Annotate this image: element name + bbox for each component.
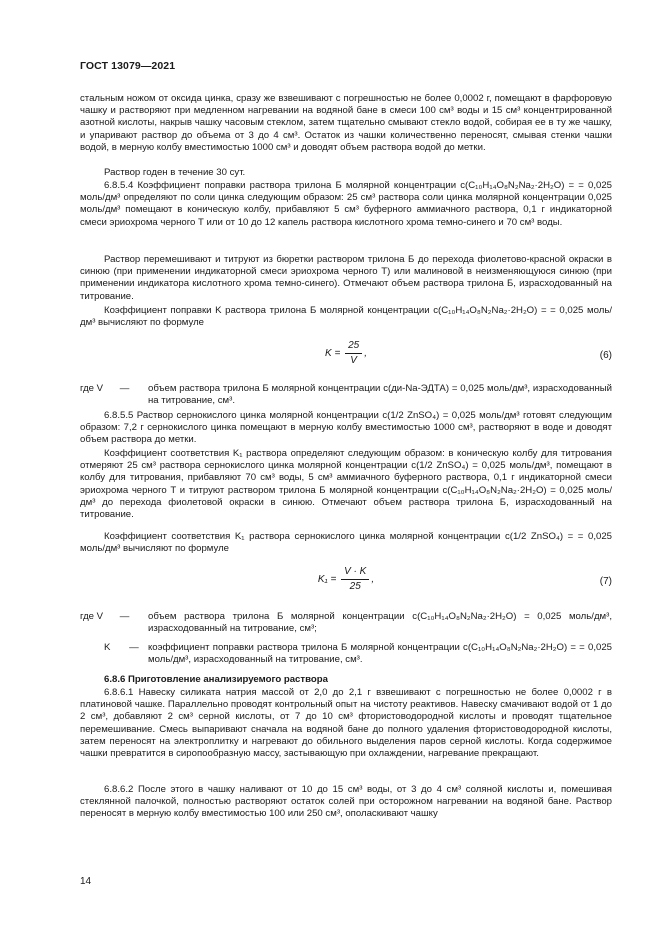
formula-7-lhs: K₁ =: [317, 574, 337, 585]
where-block-7-v: [80, 611, 612, 635]
paragraph-zinc-dissolution: стальным ножом от оксида цинка, сразу же взвешивают с погрешностью не более 0,0002 г, помещают в фарфоровую чашку и растворяют при медленном нагревании на водяной бане в смеси 100 см³ воды и 15 см³ концентрированной азотной кислоты, накрыв чашку часовым стеклом, затем тщательно смывают стекло водой, собирая ее в ту же чашку, и упаривают раствор до объема от 3 до 4 см³. Остаток из чашки количественно переносят, смывая стенки чашки водой, в мерную колбу вместимостью 1000 см³ и доводят объем раствора водой до метки.: [80, 93, 612, 153]
paragraph-shelf-life: Раствор годен в течение 30 сут.: [104, 167, 246, 178]
where-7-v-dash: —: [119, 611, 130, 622]
paragraph-6855: 6.8.5.5 Раствор сернокислого цинка молярной концентрации c(1/2 ZnSO₄) = 0,025 моль/дм³ готовят следующим образом: 7,2 г сернокислого цинка помещают в мерную колбу вместимостью 1000 см³, растворяют в воде и доводят объем раствора до метки.: [80, 410, 612, 446]
formula-6-fraction: [345, 340, 362, 367]
formula-7-numerator: V · K: [341, 566, 369, 580]
where-7-k-definition: коэффициент поправки раствора трилона Б молярной концентрации c(C₁₀H₁₄O₈N₂Na₂·2H₂O) = = 0,025 моль/дм³, израсходованный на титрование, см³.: [148, 642, 612, 666]
formula-6-numerator: 25: [345, 340, 362, 354]
where-7-v-lead-text: где V: [80, 611, 104, 622]
paragraph-6862: 6.8.6.2 После этого в чашку наливают от 10 до 15 см³ воды, от 3 до 4 см³ соляной кислоты и, помешивая стеклянной палочкой, полностью растворяют остаток солей при осторожном нагревании на водяной бане. Раствор переносят в мерную колбу вместимостью 100 или 250 см³, ополаскивают чашку: [80, 784, 612, 820]
where-7-k-lead: [104, 642, 139, 654]
where-6-lead: [80, 383, 129, 395]
where-7-v-definition: объем раствора трилона Б молярной концентрации c(C₁₀H₁₄O₈N₂Na₂·2H₂O) = 0,025 моль/дм³, израсходованный на титрование, см³;: [148, 611, 612, 635]
where-6-lead-text: где V: [80, 383, 104, 394]
formula-6-lhs: K =: [325, 348, 341, 359]
where-7-k-dash: —: [129, 642, 139, 653]
formula-6: [80, 340, 612, 374]
section-heading-686: 6.8.6 Приготовление анализируемого раствора: [104, 674, 328, 685]
paragraph-coefficient-k1-formula: Коэффициент соответствия K₁ раствора сернокислого цинка молярной концентрации c(1/2 ZnSO₄) = = 0,025 моль/дм³ вычисляют по формуле: [80, 531, 612, 555]
formula-7: [80, 566, 612, 600]
where-7-v-lead: [80, 611, 129, 623]
paragraph-coefficient-k: Коэффициент поправки K раствора трилона Б молярной концентрации c(C₁₀H₁₄O₈N₂Na₂·2H₂O) = = 0,025 моль/дм³ вычисляют по формуле: [80, 305, 612, 329]
paragraph-6854: 6.8.5.4 Коэффициент поправки раствора трилона Б молярной концентрации c(C₁₀H₁₄O₈N₂Na₂·2H₂O) = = 0,025 моль/дм³ определяют по соли цинка следующим образом: 25 см³ раствора соли цинка молярной концентрации 0,025 моль/дм³ помещают в коническую колбу, прибавляют 5 см³ буферного аммиачного раствора, 0,1 г индикаторной смеси эриохрома черного Т или от 10 до 12 капель раствора кислотного хрома темно-синего и 70 см³ воды.: [80, 180, 612, 228]
formula-7-tail: ,: [371, 574, 375, 585]
where-6-dash: —: [119, 383, 130, 394]
formula-7-denominator: 25: [349, 581, 361, 592]
formula-6-number: (6): [599, 350, 612, 361]
where-6-definition: объем раствора трилона Б молярной концентрации c(ди-Na-ЭДТА) = 0,025 моль/дм³, израсходованный на титрование, см³.: [148, 383, 612, 407]
paragraph-coefficient-k1: Коэффициент соответствия K₁ раствора определяют следующим образом: в коническую колбу для титрования отмеряют 25 см³ раствора сернокислого цинка молярной концентрации c(1/2 ZnSO₄) = 0,025 моль/дм³, помещают в колбу для титрования, прибавляют 70 см³ воды, 5 см³ аммиачного буферного раствора, 0,1 г индикаторной смеси эриохрома черного Т и титруют раствором трилона Б молярной концентрации c(C₁₀H₁₄O₈N₂Na₂·2H₂O) = 0,025 моль/дм³ до перехода фиолетовой окраски в синюю. Отмечают объем раствора трилона Б, израсходованный на титрование.: [80, 448, 612, 521]
paragraph-6861: 6.8.6.1 Навеску силиката натрия массой от 2,0 до 2,1 г взвешивают с погрешностью не более 0,0002 г в платиновой чашке. Параллельно проводят контрольный опыт на чистоту реактивов. Навеску смачивают водой от 1 до 2 см³, добавляют 2 см³ серной кислоты, от 7 до 10 см³ фтористоводородной кислоты и проводят тщательное перемешивание. Смесь выпаривают сначала на водяной бане до полного удаления фтористоводородной кислоты, затем переносят на электроплитку и нагревают до обильного выделения паров серной кислоты. Когда содержимое чашки превратится в сиропообразную массу, застывающую при охлаждении, нагревание прекращают.: [80, 687, 612, 760]
formula-7-number: (7): [599, 576, 612, 587]
where-block-6: [80, 383, 612, 407]
formula-6-denominator: V: [350, 355, 357, 366]
formula-6-tail: ,: [364, 348, 367, 359]
where-7-k-lead-text: K: [104, 642, 111, 653]
paragraph-titration: Раствор перемешивают и титруют из бюретки раствором трилона Б до перехода фиолетово-красной окраски в синюю (при применении индикаторной смеси эриохрома черного Т) или малиновой в неизменяющуюся синюю (при применении индикатора кислотного хрома темно-синего). Отмечают объем раствора трилона Б, израсходованный на титрование.: [80, 254, 612, 302]
page-number: 14: [80, 876, 92, 887]
standard-header: ГОСТ 13079—2021: [80, 60, 176, 72]
formula-7-fraction: [341, 566, 369, 593]
where-block-7-k: [80, 642, 612, 666]
